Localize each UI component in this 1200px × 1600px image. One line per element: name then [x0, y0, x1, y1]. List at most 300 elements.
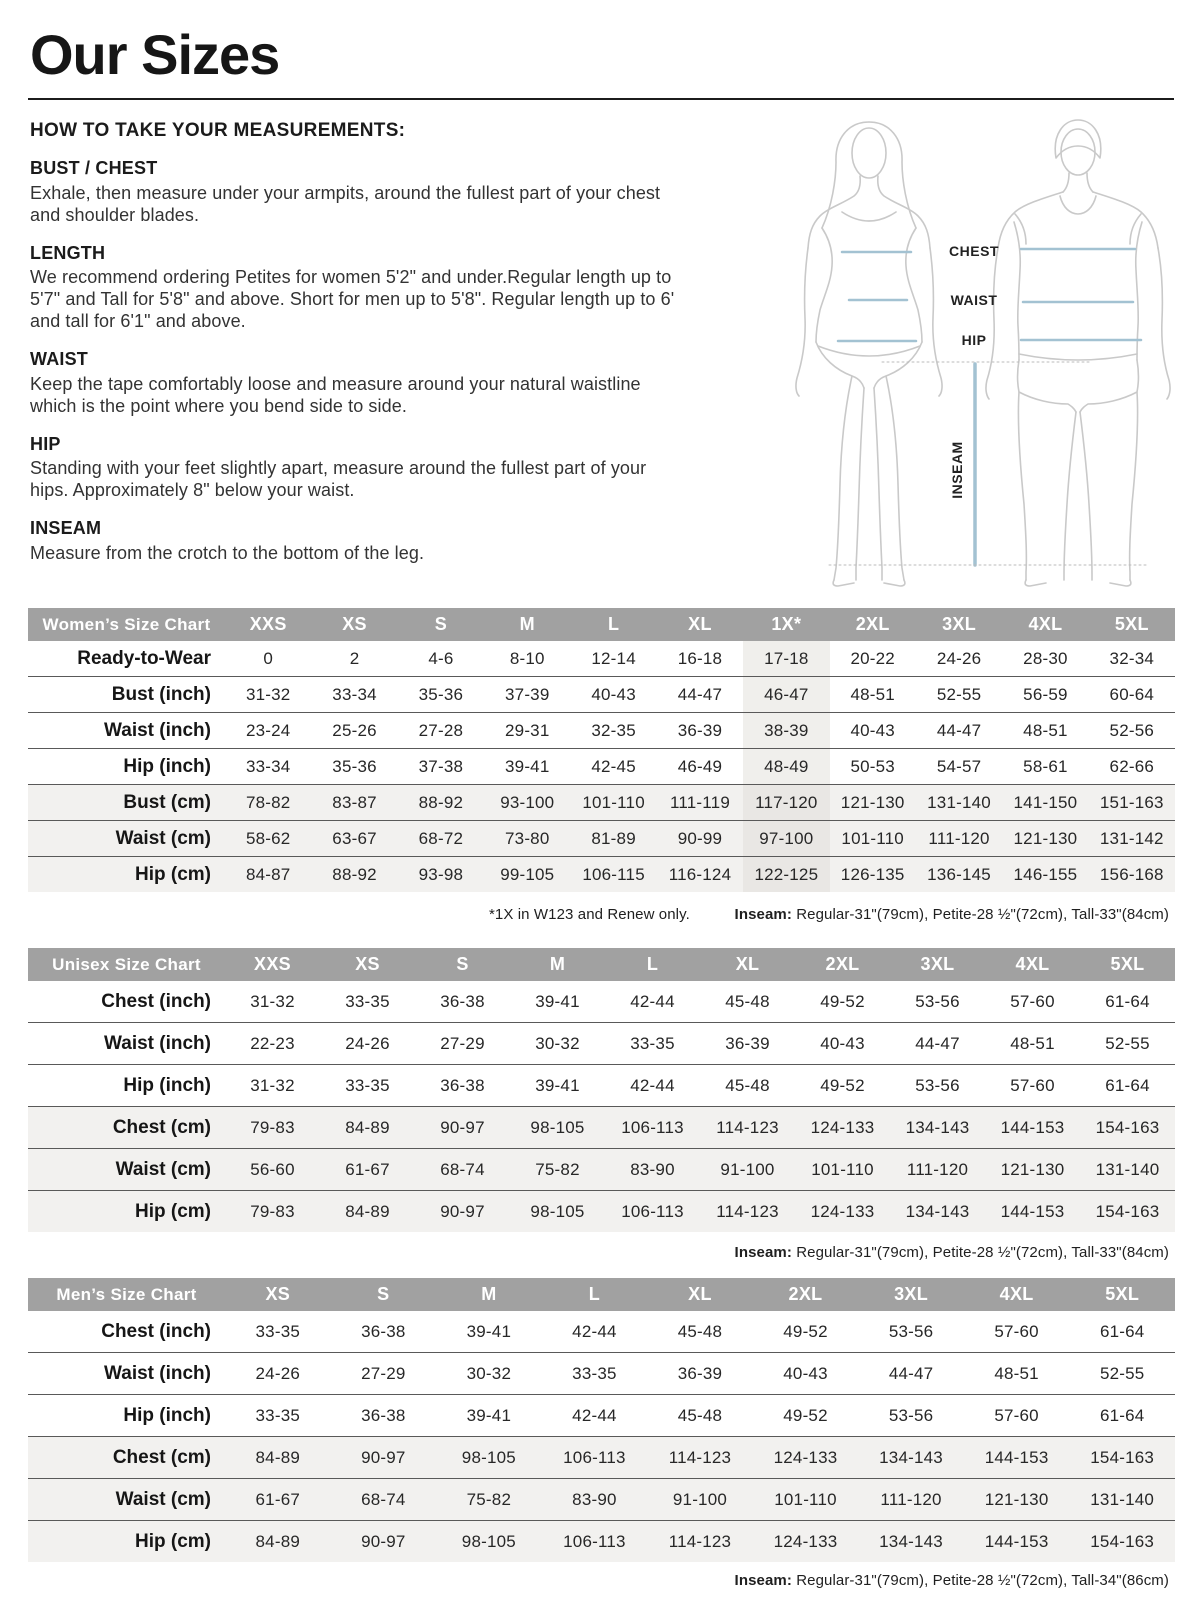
section-title: LENGTH	[30, 242, 106, 263]
size-value-cell: 39-41	[510, 1065, 605, 1107]
size-column-header: S	[398, 608, 484, 641]
size-value-cell: 93-98	[398, 857, 484, 893]
row-label-cell: Hip (cm)	[28, 1191, 225, 1233]
size-value-cell: 111-119	[657, 785, 743, 821]
size-value-cell: 111-120	[916, 821, 1002, 857]
unisex-table-footnotes	[28, 1244, 1175, 1266]
size-value-cell: 61-64	[1069, 1311, 1175, 1353]
size-value-cell: 45-48	[700, 1065, 795, 1107]
size-value-cell: 42-44	[542, 1395, 648, 1437]
instruction-section-hip	[30, 434, 680, 503]
size-value-cell: 44-47	[657, 677, 743, 713]
size-value-cell: 0	[225, 641, 311, 677]
size-column-header: M	[510, 948, 605, 981]
row-label-cell: Bust (inch)	[28, 677, 225, 713]
mens-inseam-footnote	[735, 1572, 1169, 1589]
size-value-cell: 33-34	[225, 749, 311, 785]
size-column-header: 3XL	[858, 1278, 964, 1311]
size-value-cell: 88-92	[398, 785, 484, 821]
size-value-cell: 20-22	[830, 641, 916, 677]
size-table-row	[28, 1191, 1175, 1233]
size-value-cell: 121-130	[830, 785, 916, 821]
size-value-cell: 144-153	[964, 1521, 1070, 1563]
row-label-cell: Waist (cm)	[28, 821, 225, 857]
size-value-cell: 84-89	[320, 1191, 415, 1233]
size-value-cell: 134-143	[858, 1437, 964, 1479]
size-column-header: 5XL	[1069, 1278, 1175, 1311]
size-value-cell: 44-47	[916, 713, 1002, 749]
size-value-cell: 33-35	[320, 1065, 415, 1107]
table-title-cell: Men’s Size Chart	[28, 1278, 225, 1311]
size-value-cell: 111-120	[858, 1479, 964, 1521]
size-value-cell: 24-26	[225, 1353, 331, 1395]
instruction-section-waist	[30, 349, 680, 418]
size-column-header: S	[331, 1278, 437, 1311]
section-title: BUST / CHEST	[30, 158, 158, 178]
size-value-cell: 131-140	[1080, 1149, 1175, 1191]
size-value-cell: 81-89	[570, 821, 656, 857]
size-value-cell: 4-6	[398, 641, 484, 677]
size-table-row	[28, 1437, 1175, 1479]
size-table-row	[28, 749, 1175, 785]
size-value-cell: 124-133	[753, 1437, 859, 1479]
row-label-cell: Chest (cm)	[28, 1107, 225, 1149]
size-value-cell: 37-39	[484, 677, 570, 713]
waist-figure-label: WAIST	[950, 292, 998, 308]
size-column-header: S	[415, 948, 510, 981]
size-value-cell: 58-62	[225, 821, 311, 857]
unisex-size-chart-table-grid	[28, 948, 1175, 1232]
size-value-cell: 38-39	[743, 713, 829, 749]
size-value-cell: 48-51	[964, 1353, 1070, 1395]
size-value-cell: 126-135	[830, 857, 916, 893]
size-column-header: XS	[311, 608, 397, 641]
size-value-cell: 57-60	[964, 1395, 1070, 1437]
size-table-row	[28, 821, 1175, 857]
size-column-header: 3XL	[890, 948, 985, 981]
size-value-cell: 39-41	[436, 1395, 542, 1437]
measurement-figures-illustration	[772, 112, 1192, 590]
size-value-cell: 42-44	[542, 1311, 648, 1353]
size-value-cell: 2	[311, 641, 397, 677]
size-value-cell: 62-66	[1089, 749, 1175, 785]
size-value-cell: 101-110	[795, 1149, 890, 1191]
size-value-cell: 131-140	[1069, 1479, 1175, 1521]
size-value-cell: 39-41	[436, 1311, 542, 1353]
size-value-cell: 44-47	[890, 1023, 985, 1065]
size-value-cell: 60-64	[1089, 677, 1175, 713]
size-value-cell: 114-123	[647, 1521, 753, 1563]
size-value-cell: 68-72	[398, 821, 484, 857]
size-table-row	[28, 785, 1175, 821]
size-table-row	[28, 641, 1175, 677]
size-value-cell: 79-83	[225, 1191, 320, 1233]
size-value-cell: 36-39	[647, 1353, 753, 1395]
size-value-cell: 131-140	[916, 785, 1002, 821]
mens-size-chart-table	[28, 1278, 1175, 1562]
male-figure-outline	[986, 120, 1170, 586]
size-value-cell: 56-59	[1002, 677, 1088, 713]
size-column-header: M	[436, 1278, 542, 1311]
size-value-cell: 45-48	[647, 1395, 753, 1437]
size-value-cell: 48-51	[830, 677, 916, 713]
size-value-cell: 30-32	[510, 1023, 605, 1065]
size-value-cell: 25-26	[311, 713, 397, 749]
size-table-row	[28, 1023, 1175, 1065]
size-value-cell: 17-18	[743, 641, 829, 677]
size-value-cell: 8-10	[484, 641, 570, 677]
womens-inseam-footnote	[735, 906, 1169, 923]
size-value-cell: 144-153	[985, 1107, 1080, 1149]
size-value-cell: 40-43	[795, 1023, 890, 1065]
size-value-cell: 49-52	[795, 981, 890, 1023]
size-value-cell: 61-67	[320, 1149, 415, 1191]
size-value-cell: 44-47	[858, 1353, 964, 1395]
size-table-row	[28, 1479, 1175, 1521]
womens-size-chart-table	[28, 608, 1175, 892]
size-value-cell: 57-60	[985, 1065, 1080, 1107]
section-title: WAIST	[30, 349, 88, 370]
size-column-header: 4XL	[964, 1278, 1070, 1311]
size-value-cell: 98-105	[436, 1437, 542, 1479]
size-value-cell: 32-34	[1089, 641, 1175, 677]
size-value-cell: 53-56	[858, 1311, 964, 1353]
size-value-cell: 93-100	[484, 785, 570, 821]
inseam-footnote-text: Regular-31"(79cm), Petite-28 ½"(72cm), Tall-33"(84cm)	[791, 1244, 1169, 1261]
size-value-cell: 84-89	[225, 1521, 331, 1563]
size-value-cell: 30-32	[436, 1353, 542, 1395]
mens-table-footnotes	[28, 1572, 1175, 1594]
size-value-cell: 144-153	[964, 1437, 1070, 1479]
size-value-cell: 99-105	[484, 857, 570, 893]
size-value-cell: 52-55	[1069, 1353, 1175, 1395]
size-value-cell: 39-41	[484, 749, 570, 785]
size-table-row	[28, 1311, 1175, 1353]
size-value-cell: 61-64	[1080, 1065, 1175, 1107]
size-value-cell: 84-89	[225, 1437, 331, 1479]
section-body: Measure from the crotch to the bottom of the leg.	[30, 543, 425, 564]
size-value-cell: 45-48	[700, 981, 795, 1023]
size-column-header: L	[570, 608, 656, 641]
size-value-cell: 154-163	[1069, 1437, 1175, 1479]
size-column-header: 2XL	[753, 1278, 859, 1311]
size-value-cell: 90-97	[331, 1521, 437, 1563]
size-value-cell: 146-155	[1002, 857, 1088, 893]
size-value-cell: 56-60	[225, 1149, 320, 1191]
row-label-cell: Hip (inch)	[28, 749, 225, 785]
size-value-cell: 90-99	[657, 821, 743, 857]
hip-figure-label: HIP	[961, 332, 987, 348]
size-table-row	[28, 713, 1175, 749]
size-value-cell: 114-123	[700, 1191, 795, 1233]
size-value-cell: 33-35	[225, 1311, 331, 1353]
size-value-cell: 46-49	[657, 749, 743, 785]
womens-size-chart-table-grid	[28, 608, 1175, 892]
size-value-cell: 78-82	[225, 785, 311, 821]
size-column-header: M	[484, 608, 570, 641]
measurement-instructions	[30, 120, 680, 565]
row-label-cell: Ready-to-Wear	[28, 641, 225, 677]
size-value-cell: 35-36	[398, 677, 484, 713]
instructions-heading: HOW TO TAKE YOUR MEASUREMENTS:	[30, 120, 406, 141]
size-column-header: 5XL	[1080, 948, 1175, 981]
size-value-cell: 36-39	[700, 1023, 795, 1065]
size-value-cell: 90-97	[415, 1191, 510, 1233]
row-label-cell: Waist (inch)	[28, 1023, 225, 1065]
size-value-cell: 49-52	[753, 1395, 859, 1437]
size-table-header-row	[28, 948, 1175, 981]
size-value-cell: 42-44	[605, 981, 700, 1023]
size-value-cell: 124-133	[795, 1191, 890, 1233]
row-label-cell: Chest (inch)	[28, 981, 225, 1023]
size-value-cell: 57-60	[964, 1311, 1070, 1353]
size-value-cell: 33-35	[542, 1353, 648, 1395]
row-label-cell: Waist (cm)	[28, 1479, 225, 1521]
size-column-header: XL	[657, 608, 743, 641]
size-value-cell: 75-82	[510, 1149, 605, 1191]
female-figure-outline	[796, 122, 942, 586]
size-table-row	[28, 1065, 1175, 1107]
size-value-cell: 156-168	[1089, 857, 1175, 893]
size-value-cell: 154-163	[1069, 1521, 1175, 1563]
size-value-cell: 90-97	[331, 1437, 437, 1479]
size-value-cell: 23-24	[225, 713, 311, 749]
size-value-cell: 36-39	[657, 713, 743, 749]
size-column-header: 5XL	[1089, 608, 1175, 641]
row-label-cell: Chest (cm)	[28, 1437, 225, 1479]
size-value-cell: 16-18	[657, 641, 743, 677]
size-column-header: XS	[320, 948, 415, 981]
size-value-cell: 42-45	[570, 749, 656, 785]
size-value-cell: 116-124	[657, 857, 743, 893]
size-value-cell: 45-48	[647, 1311, 753, 1353]
size-value-cell: 40-43	[830, 713, 916, 749]
instruction-section-bust-chest	[30, 158, 680, 227]
size-value-cell: 134-143	[858, 1521, 964, 1563]
size-value-cell: 42-44	[605, 1065, 700, 1107]
size-value-cell: 98-105	[510, 1107, 605, 1149]
row-label-cell: Hip (cm)	[28, 1521, 225, 1563]
size-value-cell: 27-29	[415, 1023, 510, 1065]
size-value-cell: 121-130	[964, 1479, 1070, 1521]
size-value-cell: 53-56	[858, 1395, 964, 1437]
size-value-cell: 24-26	[320, 1023, 415, 1065]
section-body: Exhale, then measure under your armpits, around the fullest part of your chest and shoulder blades.	[30, 182, 661, 225]
size-value-cell: 106-113	[542, 1437, 648, 1479]
inseam-figure-label: INSEAM	[949, 441, 965, 499]
size-table-row	[28, 1353, 1175, 1395]
size-value-cell: 101-110	[570, 785, 656, 821]
size-value-cell: 40-43	[570, 677, 656, 713]
size-table-row	[28, 677, 1175, 713]
row-label-cell: Hip (inch)	[28, 1065, 225, 1107]
size-value-cell: 53-56	[890, 981, 985, 1023]
womens-1x-footnote: *1X in W123 and Renew only.	[489, 906, 690, 923]
size-value-cell: 32-35	[570, 713, 656, 749]
section-body: Standing with your feet slightly apart, measure around the fullest part of your hips. Approximately 8" below your waist.	[30, 458, 647, 501]
size-value-cell: 151-163	[1089, 785, 1175, 821]
size-value-cell: 131-142	[1089, 821, 1175, 857]
size-value-cell: 33-35	[225, 1395, 331, 1437]
size-value-cell: 36-38	[415, 981, 510, 1023]
size-value-cell: 35-36	[311, 749, 397, 785]
size-value-cell: 24-26	[916, 641, 1002, 677]
unisex-inseam-footnote	[735, 1244, 1169, 1261]
size-table-row	[28, 1107, 1175, 1149]
size-value-cell: 101-110	[830, 821, 916, 857]
size-value-cell: 90-97	[415, 1107, 510, 1149]
size-value-cell: 141-150	[1002, 785, 1088, 821]
size-column-header: 2XL	[795, 948, 890, 981]
size-column-header: L	[542, 1278, 648, 1311]
size-value-cell: 33-34	[311, 677, 397, 713]
size-value-cell: 98-105	[436, 1521, 542, 1563]
size-value-cell: 61-64	[1080, 981, 1175, 1023]
row-label-cell: Chest (inch)	[28, 1311, 225, 1353]
size-column-header: 2XL	[830, 608, 916, 641]
size-table-row	[28, 981, 1175, 1023]
size-value-cell: 124-133	[795, 1107, 890, 1149]
row-label-cell: Waist (cm)	[28, 1149, 225, 1191]
size-value-cell: 144-153	[985, 1191, 1080, 1233]
size-value-cell: 37-38	[398, 749, 484, 785]
size-value-cell: 48-51	[985, 1023, 1080, 1065]
unisex-size-chart-table	[28, 948, 1175, 1232]
size-column-header: 3XL	[916, 608, 1002, 641]
size-value-cell: 79-83	[225, 1107, 320, 1149]
size-value-cell: 57-60	[985, 981, 1080, 1023]
size-value-cell: 12-14	[570, 641, 656, 677]
size-value-cell: 61-64	[1069, 1395, 1175, 1437]
size-value-cell: 48-49	[743, 749, 829, 785]
table-title-cell: Women’s Size Chart	[28, 608, 225, 641]
size-value-cell: 22-23	[225, 1023, 320, 1065]
size-value-cell: 134-143	[890, 1107, 985, 1149]
size-table-row	[28, 1149, 1175, 1191]
size-value-cell: 98-105	[510, 1191, 605, 1233]
size-value-cell: 27-28	[398, 713, 484, 749]
size-value-cell: 31-32	[225, 677, 311, 713]
size-value-cell: 39-41	[510, 981, 605, 1023]
size-value-cell: 111-120	[890, 1149, 985, 1191]
row-label-cell: Hip (inch)	[28, 1395, 225, 1437]
size-value-cell: 33-35	[605, 1023, 700, 1065]
size-value-cell: 84-89	[320, 1107, 415, 1149]
size-value-cell: 106-113	[605, 1107, 700, 1149]
size-value-cell: 114-123	[700, 1107, 795, 1149]
section-title: HIP	[30, 433, 61, 454]
size-value-cell: 136-145	[916, 857, 1002, 893]
size-value-cell: 83-87	[311, 785, 397, 821]
chest-figure-label: CHEST	[949, 243, 999, 259]
size-value-cell: 36-38	[331, 1311, 437, 1353]
size-value-cell: 75-82	[436, 1479, 542, 1521]
size-value-cell: 117-120	[743, 785, 829, 821]
size-value-cell: 63-67	[311, 821, 397, 857]
row-label-cell: Waist (inch)	[28, 713, 225, 749]
inseam-footnote-text: Regular-31"(79cm), Petite-28 ½"(72cm), Tall-34"(86cm)	[791, 1572, 1169, 1589]
size-value-cell: 83-90	[605, 1149, 700, 1191]
row-label-cell: Waist (inch)	[28, 1353, 225, 1395]
title-divider	[28, 98, 1174, 100]
size-table-header-row	[28, 1278, 1175, 1311]
size-value-cell: 49-52	[753, 1311, 859, 1353]
size-value-cell: 88-92	[311, 857, 397, 893]
size-value-cell: 68-74	[415, 1149, 510, 1191]
size-value-cell: 29-31	[484, 713, 570, 749]
size-value-cell: 154-163	[1080, 1191, 1175, 1233]
size-column-header: XL	[647, 1278, 753, 1311]
section-body: We recommend ordering Petites for women 5'2" and under.Regular length up to 5'7" and Tall for 5'8" and above. Short for men up to 5'8". Regular length up to 6' and tall for 6'1" and above.	[30, 267, 675, 332]
size-value-cell: 84-87	[225, 857, 311, 893]
size-value-cell: 53-56	[890, 1065, 985, 1107]
size-value-cell: 83-90	[542, 1479, 648, 1521]
size-value-cell: 97-100	[743, 821, 829, 857]
size-value-cell: 36-38	[331, 1395, 437, 1437]
size-value-cell: 91-100	[700, 1149, 795, 1191]
mens-size-chart-table-grid	[28, 1278, 1175, 1562]
inseam-footnote-label: Inseam:	[734, 1572, 792, 1589]
size-value-cell: 54-57	[916, 749, 1002, 785]
size-column-header: L	[605, 948, 700, 981]
size-value-cell: 114-123	[647, 1437, 753, 1479]
size-column-header: XXS	[225, 608, 311, 641]
size-value-cell: 31-32	[225, 1065, 320, 1107]
size-value-cell: 36-38	[415, 1065, 510, 1107]
row-label-cell: Hip (cm)	[28, 857, 225, 893]
size-value-cell: 134-143	[890, 1191, 985, 1233]
size-column-header: XXS	[225, 948, 320, 981]
inseam-footnote-label: Inseam:	[734, 906, 792, 923]
size-value-cell: 101-110	[753, 1479, 859, 1521]
page-title: Our Sizes	[30, 23, 280, 86]
size-value-cell: 48-51	[1002, 713, 1088, 749]
size-value-cell: 28-30	[1002, 641, 1088, 677]
size-column-header: 4XL	[985, 948, 1080, 981]
instruction-section-inseam	[30, 518, 680, 565]
size-value-cell: 106-115	[570, 857, 656, 893]
size-value-cell: 33-35	[320, 981, 415, 1023]
size-value-cell: 106-113	[542, 1521, 648, 1563]
size-value-cell: 122-125	[743, 857, 829, 893]
row-label-cell: Bust (cm)	[28, 785, 225, 821]
size-table-row	[28, 1521, 1175, 1563]
size-value-cell: 46-47	[743, 677, 829, 713]
size-value-cell: 61-67	[225, 1479, 331, 1521]
section-body: Keep the tape comfortably loose and measure around your natural waistline which is the point where you bend side to side.	[30, 373, 641, 416]
size-column-header: 1X*	[743, 608, 829, 641]
size-value-cell: 58-61	[1002, 749, 1088, 785]
womens-table-footnotes	[28, 906, 1175, 928]
size-table-header-row	[28, 608, 1175, 641]
size-value-cell: 121-130	[1002, 821, 1088, 857]
size-column-header: XS	[225, 1278, 331, 1311]
size-value-cell: 40-43	[753, 1353, 859, 1395]
size-column-header: XL	[700, 948, 795, 981]
inseam-footnote-label: Inseam:	[734, 1244, 792, 1261]
size-value-cell: 50-53	[830, 749, 916, 785]
size-value-cell: 52-56	[1089, 713, 1175, 749]
size-value-cell: 106-113	[605, 1191, 700, 1233]
size-value-cell: 68-74	[331, 1479, 437, 1521]
section-title: INSEAM	[30, 518, 102, 539]
size-value-cell: 27-29	[331, 1353, 437, 1395]
size-value-cell: 73-80	[484, 821, 570, 857]
size-value-cell: 154-163	[1080, 1107, 1175, 1149]
size-value-cell: 49-52	[795, 1065, 890, 1107]
size-value-cell: 121-130	[985, 1149, 1080, 1191]
size-value-cell: 31-32	[225, 981, 320, 1023]
